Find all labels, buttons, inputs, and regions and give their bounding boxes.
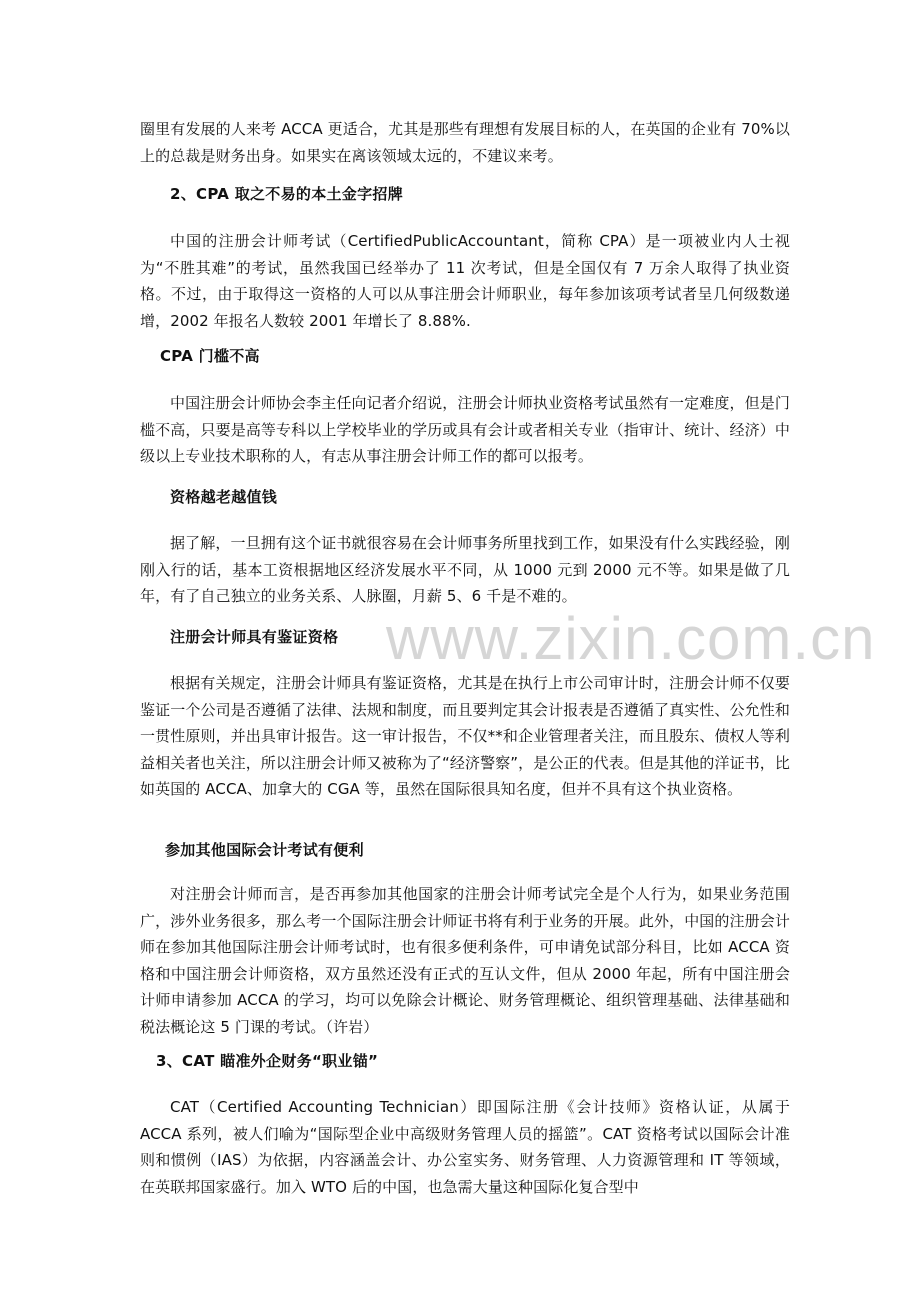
paragraph-qualification-value: 据了解，一旦拥有这个证书就很容易在会计师事务所里找到工作，如果没有什么实践经验，刚刚入行的话，基本工资根据地区经济发展水平不同，从 1000 元到 2000 元不等。如果是做了几年，有了自己独立的业务关系、人脉圈，月薪 5、6 千是不难的。 <box>140 534 790 605</box>
paragraph-cpa-intro: 中国的注册会计师考试（CertifiedPublicAccountant，简称 CPA）是一项被业内人士视为“不胜其难”的考试，虽然我国已经举办了 11 次考试，但是全国仅有 7 万余人取得了执业资格。不过，由于取得这一资格的人可以从事注册会计师职业，每年参加该项考试者呈几何级数递增，2002 年报名人数较 2001 年增长了 8.88%. <box>140 232 790 330</box>
paragraph-cat: CAT（Certified Accounting Technician）即国际注册《会计技师》资格认证，从属于 ACCA 系列，被人们喻为“国际型企业中高级财务管理人员的摇篮”。CAT 资格考试以国际会计准则和惯例（IAS）为依据，内容涵盖会计、办公室实务、财务管理、人力资源管理和 IT 等领域，在英联邦国家盛行。加入 WTO 后的中国，也急需大量这种国际化复合型中 <box>140 1098 790 1196</box>
heading-cpa-threshold: CPA 门槛不高 <box>160 347 260 365</box>
heading-international-exams: 参加其他国际会计考试有便利 <box>165 841 364 859</box>
paragraph-international-exams: 对注册会计师而言，是否再参加其他国家的注册会计师考试完全是个人行为，如果业务范围广，涉外业务很多，那么考一个国际注册会计师证书将有利于业务的开展。此外，中国的注册会计师在参加其他国际注册会计师考试时，也有很多便利条件，可申请免试部分科目，比如 ACCA 资格和中国注册会计师资格，双方虽然还没有正式的互认文件，但从 2000 年起，所有中国注册会计师申请参加 ACCA 的学习，均可以免除会计概论、财务管理概论、组织管理基础、法律基础和税法概论这 5 门课的考试。（许岩） <box>140 885 790 1036</box>
heading-qualification-value: 资格越老越值钱 <box>170 488 278 506</box>
watermark: www.zixin.com.cn <box>386 605 876 672</box>
paragraph-acca-suitability: 圈里有发展的人来考 ACCA 更适合，尤其是那些有理想有发展目标的人，在英国的企业有 70%以上的总裁是财务出身。如果实在离该领域太远的，不建议来考。 <box>140 120 790 165</box>
paragraph-cpa-threshold: 中国注册会计师协会李主任向记者介绍说，注册会计师执业资格考试虽然有一定难度，但是门槛不高，只要是高等专科以上学校毕业的学历或具有会计或者相关专业（指审计、统计、经济）中级以上专业技术职称的人，有志从事注册会计师工作的都可以报考。 <box>140 394 790 465</box>
heading-cat: 3、CAT 瞄准外企财务“职业锚” <box>156 1052 379 1070</box>
heading-cpa: 2、CPA 取之不易的本土金字招牌 <box>170 185 403 203</box>
paragraph-attestation: 根据有关规定，注册会计师具有鉴证资格，尤其是在执行上市公司审计时，注册会计师不仅要鉴证一个公司是否遵循了法律、法规和制度，而且要判定其会计报表是否遵循了真实性、公允性和一贯性原则，并出具审计报告。这一审计报告，不仅**和企业管理者关注，而且股东、债权人等利益相关者也关注，所以注册会计师又被称为了“经济警察”，是公正的代表。但是其他的洋证书，比如英国的 ACCA、加拿大的 CGA 等，虽然在国际很具知名度，但并不具有这个执业资格。 <box>140 674 790 798</box>
heading-attestation: 注册会计师具有鉴证资格 <box>170 628 339 646</box>
